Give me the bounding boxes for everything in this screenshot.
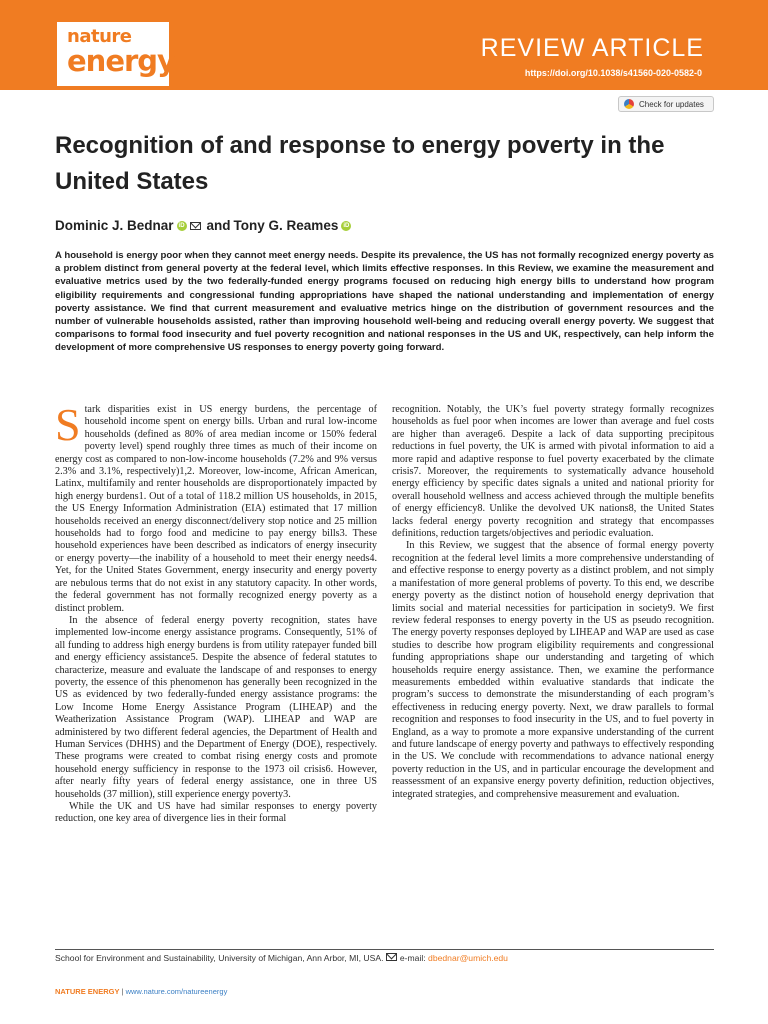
body-paragraph: recognition. Notably, the UK’s fuel poverty strategy formally recognizes households as fuel poor when incomes are lower than average and fuel costs are higher than average6. Despite a lack of data supporting precipitous reductions in fuel poverty, the UK is armed with pivotal information to aid a more rapid and adaptive response to fuel poverty exacerbated by the climate crisis7. Moreover, the requirements to systematically advance household energy efficiency by specific dates signals a united and national priority for overall household wellness and access achieved through the multiple benefits of energy efficiency8. Unlike the devolved UK nations8, the United States lacks federal energy poverty recognition and strategy that encompasses definitions, reduction targets/objectives and periodic evaluation. [392, 404, 714, 540]
email-icon [386, 953, 397, 961]
email-label: e-mail: [399, 953, 426, 963]
journal-name-line1: nature [67, 26, 132, 47]
drop-cap: S [55, 399, 81, 450]
author-list [55, 218, 351, 233]
article-type: REVIEW ARTICLE [480, 34, 704, 62]
affiliation-text: School for Environment and Sustainability, University of Michigan, Ann Arbor, MI, USA. [55, 953, 384, 963]
email-link[interactable]: dbednar@umich.edu [428, 953, 508, 963]
journal-logo[interactable] [57, 22, 175, 86]
abstract: A household is energy poor when they cannot meet energy needs. Despite its prevalence, the US has not formally recognized energy poverty as a problem distinct from general poverty at the federal level, which limits effective responses. In this Review, we examine the measurement and evaluative metrics used by the two federally-funded energy programs focused on reducing high energy bills to understand how program eligibility requirements and congressional funding appropriations have shaped the national understanding and implementation of energy poverty assistance. We find that current measurement and evaluative metrics hinge on the distribution of government resources and the number of vulnerable households assisted, rather than improving household well-being and reducing overall energy poverty. We suggest that comparisons to formal food insecurity and fuel poverty recognition and national responses in the US and UK, respectively, can help inform the development of more comprehensive US responses to energy poverty going forward. [55, 250, 714, 354]
check-updates-button[interactable] [618, 96, 714, 112]
orcid-icon[interactable]: iD [343, 222, 350, 229]
footer-separator: | [121, 987, 124, 996]
email-icon[interactable] [190, 222, 201, 230]
orcid-icon[interactable]: iD [178, 222, 185, 229]
body-paragraph: While the UK and US have had similar responses to energy poverty reduction, one key area of divergence lies in their formal [55, 801, 377, 825]
crossmark-icon [624, 99, 634, 109]
affiliation-note [55, 953, 735, 963]
footer-url[interactable]: www.nature.com/natureenergy [125, 987, 228, 996]
author-separator: and [206, 218, 231, 233]
check-updates-label: Check for updates [639, 99, 704, 109]
doi-link[interactable]: https://doi.org/10.1038/s41560-020-0582-0 [524, 68, 702, 78]
body-column-right [392, 404, 714, 801]
body-paragraph: tark disparities exist in US energy burdens, the percentage of household income spent on energy bills. Urban and rural low-income households (defined as 80% of area median income or 150% federal poverty level) spend roughly three times as much of their income on energy cost as compared to non-low-income households (7.2% and 9% versus 2.3% and 3.1%, respectively)1,2. Moreover, low-income, African American, Latinx, multifamily and renter households are disproportionately impacted by high energy burdens1. Out of a total of 118.2 million US households, in 2015, the US Energy Information Administration (EIA) estimated that 17 million households received an energy disconnect/delivery stop notice and 25 million households had to forgo food and medicine to pay energy bills3. These household experiences have been described as indicators of energy insecurity or energy poverty—the inability of a household to meet their energy needs4. Yet, for the United States Government, energy insecurity and energy poverty are nebulous terms that do not exist in any statutory capacity. In other words, the federal government has not formally recognized energy poverty as a distinct problem. [55, 404, 377, 614]
body-column-left [55, 399, 377, 826]
author-name[interactable]: Dominic J. Bednar [55, 218, 174, 233]
article-title: Recognition of and response to energy poverty in the United States [55, 132, 665, 195]
journal-name-line2: energy [67, 44, 175, 78]
body-paragraph: In the absence of federal energy poverty recognition, states have implemented low-income energy assistance programs. Consequently, 51% of all funding to address high energy burdens is from utility ratepayer funded bill and energy efficiency assistance5. Despite the absence of federal statutes to characterize, measure and evaluate the landscape of and responses to energy poverty, the essence of this phenomenon has generally been recognized in the US as evidenced by two federally-funded energy assistance programs: the Low Income Home Energy Assistance Program (LIHEAP) and the Weatherization Assistance Program (WAP). LIHEAP and WAP are administered by two different federal agencies, the Department of Health and Human Services (DHHS) and the Department of Energy (DOE), respectively. These programs were created to combat rising energy costs and promote household energy sufficiency in response to the 1973 oil crisis6. However, after nearly fifty years of federal energy assistance, one in three US households (37 million), still experience energy poverty3. [55, 614, 377, 800]
author-name[interactable]: Tony G. Reames [233, 218, 339, 233]
journal-banner [0, 0, 768, 90]
page-footer [55, 987, 227, 996]
footnote-divider [55, 949, 714, 950]
body-paragraph: In this Review, we suggest that the absence of formal energy poverty recognition at the federal level limits a more comprehensive understanding of and effective response to energy poverty as a distinct problem, and not simply a manifestation of more general problems of poverty. To this end, we describe energy poverty as the distinct notion of household energy deprivation that limits social and material necessities for participation in society9. We first review federal responses to energy poverty in the US as pseudo recognition. The energy poverty responses deployed by LIHEAP and WAP are used as case studies to describe how program eligibility requirements and congressional funding appropriations shape our understanding and targeting of which households require energy assistance. Then, we examine the performance measurements embedded within evaluative standards that indicate the program’s success to demonstrate the misunderstanding of each program’s effectiveness in reducing energy poverty. Next, we draw parallels to formal recognition and responses to food insecurity in the US, and to fuel poverty in England, as a way to promote a more expansive understanding of the current and future landscape of energy poverty and pathways to effectively responding in the US. We conclude with recommendations to advance national energy poverty reduction in the US, and in particular encourage the development and reassessment of an expansive energy poverty definition, reduction objectives, integrated strategies, and comprehensive measurement and evaluation. [392, 540, 714, 800]
footer-brand: NATURE ENERGY [55, 987, 120, 996]
